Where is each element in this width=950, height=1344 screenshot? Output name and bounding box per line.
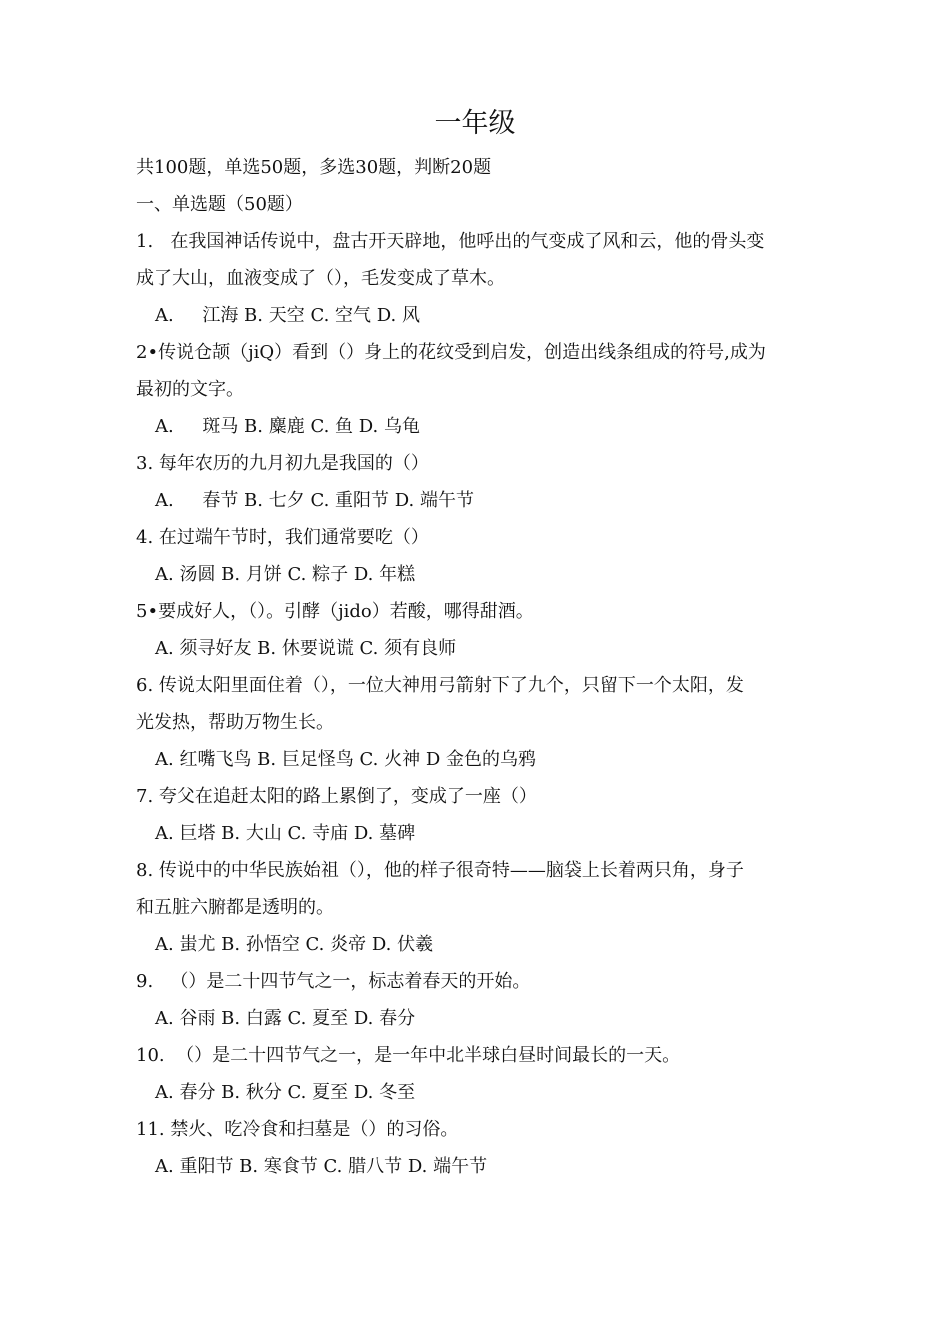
question-1-text: 1. 在我国神话传说中，盘古开天辟地，他呼出的气变成了风和云，他的骨头变 xyxy=(136,231,765,252)
summary-line: 共100题，单选50题，多选30题，判断20题 xyxy=(136,157,492,178)
question-4-text: 4. 在过端午节时，我们通常要吃（） xyxy=(136,527,429,548)
question-9-text: 9. （）是二十四节气之一，标志着春天的开始。 xyxy=(136,971,531,992)
question-9-options: A. 谷雨 B. 白露 C. 夏至 D. 春分 xyxy=(155,1008,416,1029)
question-8-options: A. 蚩尤 B. 孙悟空 C. 炎帝 D. 伏羲 xyxy=(155,934,434,955)
question-2-text: 最初的文字。 xyxy=(136,379,244,400)
question-2-options: A. 斑马 B. 麋鹿 C. 鱼 D. 乌龟 xyxy=(155,416,420,437)
question-6-options: A. 红嘴飞鸟 B. 巨足怪鸟 C. 火神 D 金色的乌鸦 xyxy=(155,749,537,770)
question-8-text: 和五脏六腑都是透明的。 xyxy=(136,897,334,918)
question-1-options: A. 江海 B. 天空 C. 空气 D. 风 xyxy=(155,305,420,326)
question-8-text: 8. 传说中的中华民族始祖（），他的样子很奇特——脑袋上长着两只角，身子 xyxy=(136,860,744,881)
question-1-text: 成了大山，血液变成了（），毛发变成了草木。 xyxy=(136,268,505,289)
question-5-options: A. 须寻好友 B. 休要说谎 C. 须有良师 xyxy=(155,638,457,659)
question-10-options: A. 春分 B. 秋分 C. 夏至 D. 冬至 xyxy=(155,1082,416,1103)
question-5-text: 5•要成好人，（）。引酵（jido）若酸，哪得甜酒。 xyxy=(136,601,534,622)
question-6-text: 6. 传说太阳里面住着（），一位大神用弓箭射下了九个，只留下一个太阳，发 xyxy=(136,675,744,696)
question-3-text: 3. 每年农历的九月初九是我国的（） xyxy=(136,453,429,474)
question-3-options: A. 春节 B. 七夕 C. 重阳节 D. 端午节 xyxy=(155,490,474,511)
question-7-text: 7. 夸父在追赶太阳的路上累倒了，变成了一座（） xyxy=(136,786,537,807)
page-title: 一年级 xyxy=(434,108,516,139)
question-2-text: 2•传说仓颉（jiQ）看到（）身上的花纹受到启发，创造出线条组成的符号,成为 xyxy=(136,342,766,363)
question-10-text: 10. （）是二十四节气之一，是一年中北半球白昼时间最长的一天。 xyxy=(136,1045,681,1066)
question-7-options: A. 巨塔 B. 大山 C. 寺庙 D. 墓碑 xyxy=(155,823,416,844)
question-6-text: 光发热，帮助万物生长。 xyxy=(136,712,334,733)
question-4-options: A. 汤圆 B. 月饼 C. 粽子 D. 年糕 xyxy=(155,564,416,585)
question-11-text: 11. 禁火、吃冷食和扫墓是（）的习俗。 xyxy=(136,1119,459,1140)
section-heading: 一、单选题（50题） xyxy=(136,194,303,215)
question-11-options: A. 重阳节 B. 寒食节 C. 腊八节 D. 端午节 xyxy=(155,1156,488,1177)
